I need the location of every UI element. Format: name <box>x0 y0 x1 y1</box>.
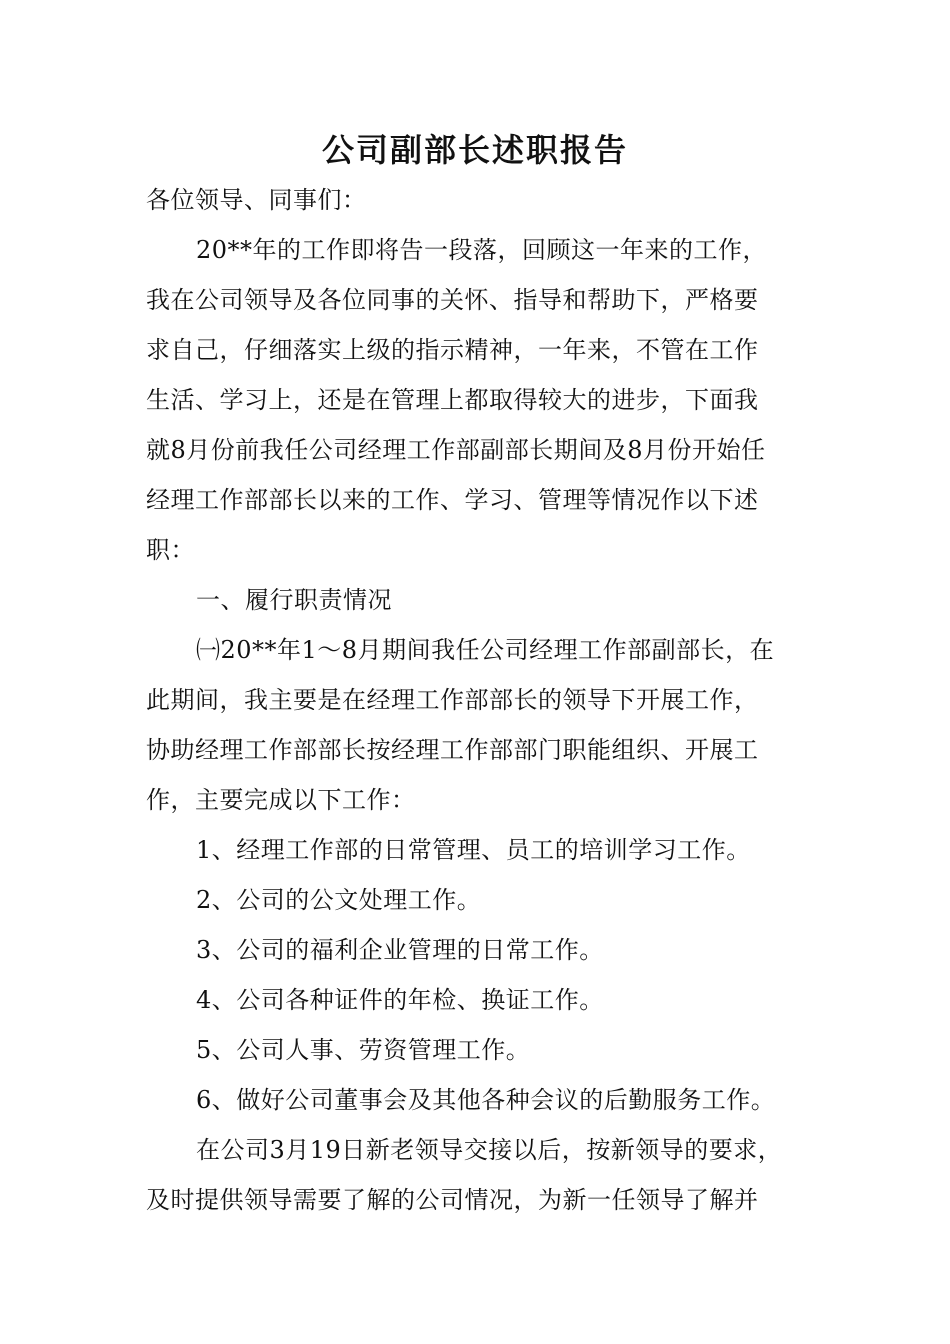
paragraph-line: 就8月份前我任公司经理工作部副部长期间及8月份开始任 <box>146 436 766 464</box>
paragraph-line: 此期间，我主要是在经理工作部部长的领导下开展工作， <box>146 686 759 714</box>
list-item: 4、公司各种证件的年检、换证工作。 <box>196 986 604 1014</box>
list-item: 6、做好公司董事会及其他各种会议的后勤服务工作。 <box>196 1086 776 1114</box>
paragraph-line: 协助经理工作部部长按经理工作部部门职能组织、开展工 <box>146 736 759 764</box>
paragraph-line: 经理工作部部长以来的工作、学习、管理等情况作以下述 <box>146 486 759 514</box>
list-item: 1、经理工作部的日常管理、员工的培训学习工作。 <box>196 836 751 864</box>
list-item: 2、公司的公文处理工作。 <box>196 886 482 914</box>
list-item: 3、公司的福利企业管理的日常工作。 <box>196 936 604 964</box>
paragraph-line: 在公司3月19日新老领导交接以后，按新领导的要求， <box>196 1136 783 1164</box>
salutation: 各位领导、同事们： <box>146 186 367 214</box>
paragraph-line: 职： <box>146 536 195 564</box>
paragraph-line: ㈠20**年1～8月期间我任公司经理工作部副部长，在 <box>196 636 775 664</box>
list-item: 5、公司人事、劳资管理工作。 <box>196 1036 531 1064</box>
paragraph-line: 求自己，仔细落实上级的指示精神，一年来，不管在工作 <box>146 336 759 364</box>
paragraph-line: 及时提供领导需要了解的公司情况，为新一任领导了解并 <box>146 1186 759 1214</box>
paragraph-line: 生活、学习上，还是在管理上都取得较大的进步，下面我 <box>146 386 759 414</box>
section-heading: 一、履行职责情况 <box>196 586 392 614</box>
paragraph-line: 我在公司领导及各位同事的关怀、指导和帮助下，严格要 <box>146 286 759 314</box>
paragraph-line: 20**年的工作即将告一段落，回顾这一年来的工作， <box>196 236 768 264</box>
paragraph-line: 作，主要完成以下工作： <box>146 786 416 814</box>
document-title: 公司副部长述职报告 <box>321 131 628 169</box>
